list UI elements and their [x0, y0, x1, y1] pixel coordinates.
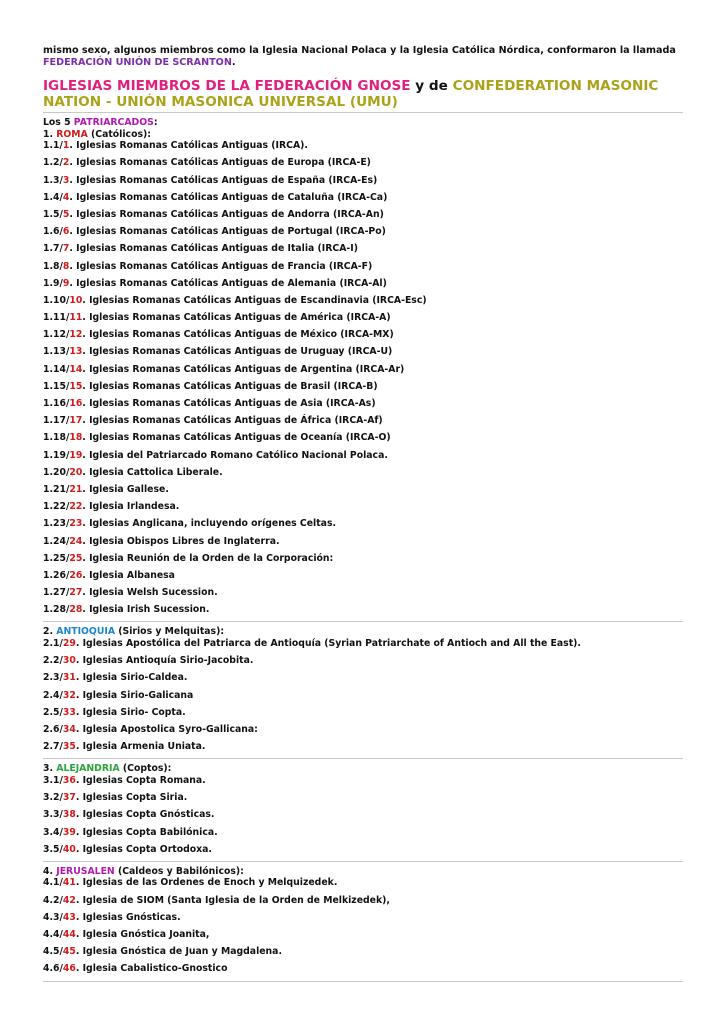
- item-global-number: 38: [62, 809, 76, 821]
- intro-end: .: [231, 57, 236, 68]
- patriarcados-suffix: :: [153, 117, 158, 128]
- list-item: [43, 638, 683, 655]
- item-global-number: 15: [69, 380, 83, 392]
- list-item: [43, 553, 683, 570]
- list-item: [43, 484, 683, 501]
- item-index: 1.28/: [43, 604, 70, 616]
- item-text: . Iglesia Albanesa: [82, 569, 175, 581]
- item-text: . Iglesias Romanas Católicas Antiguas (IRCA).: [69, 140, 308, 152]
- item-text: . Iglesias Copta Romana.: [75, 774, 206, 786]
- item-index: 1.27/: [43, 587, 70, 599]
- item-index: 1.7/: [43, 243, 63, 255]
- item-index: 4.2/: [43, 894, 63, 906]
- list-item: [43, 278, 683, 295]
- item-text: . Iglesias Romanas Católicas Antiguas de Portugal (IRCA-Po): [69, 226, 386, 238]
- item-global-number: 44: [62, 929, 76, 941]
- item-global-number: 7: [62, 243, 70, 255]
- list-item: [43, 741, 683, 758]
- item-global-number: 37: [62, 792, 76, 804]
- item-text: . Iglesias Romanas Católicas Antiguas de Oceanía (IRCA-O): [82, 432, 391, 444]
- item-global-number: 43: [62, 911, 76, 923]
- item-index: 1.1/: [43, 140, 63, 152]
- item-text: . Iglesias Romanas Católicas Antiguas de Alemania (IRCA-Al): [69, 277, 387, 289]
- item-text: . Iglesias Romanas Católicas Antiguas de Brasil (IRCA-B): [82, 380, 378, 392]
- title-part-connector: y de: [410, 78, 453, 94]
- item-index: 1.4/: [43, 191, 63, 203]
- item-index: 2.6/: [43, 723, 63, 735]
- item-text: . Iglesias Romanas Católicas Antiguas de Escandinavia (IRCA-Esc): [82, 294, 427, 306]
- section-description: (Caldeos y Babilónicos):: [114, 865, 244, 877]
- section-heading: [43, 622, 683, 638]
- item-text: . Iglesia Sirio- Copta.: [75, 706, 186, 718]
- list-item: [43, 809, 683, 826]
- list-item: [43, 398, 683, 415]
- item-global-number: 31: [62, 672, 76, 684]
- item-text: . Iglesias Romanas Católicas Antiguas de Cataluña (IRCA-Ca): [69, 191, 388, 203]
- item-global-number: 34: [62, 723, 76, 735]
- item-index: 3.2/: [43, 792, 63, 804]
- item-text: . Iglesias Romanas Católicas Antiguas de África (IRCA-Af): [82, 415, 383, 427]
- item-global-number: 13: [69, 346, 83, 358]
- item-index: 2.2/: [43, 655, 63, 667]
- item-index: 4.6/: [43, 963, 63, 975]
- item-global-number: 46: [62, 963, 76, 975]
- item-index: 4.3/: [43, 911, 63, 923]
- document-page: [43, 45, 683, 982]
- section-description: (Coptos):: [119, 763, 172, 775]
- item-text: . Iglesias Copta Gnósticas.: [75, 809, 215, 821]
- item-index: 1.19/: [43, 449, 70, 461]
- item-global-number: 5: [62, 208, 70, 220]
- item-text: . Iglesia Gnóstica Joanita,: [75, 929, 210, 941]
- item-global-number: 35: [62, 741, 76, 753]
- item-index: 1.12/: [43, 329, 70, 341]
- item-index: 1.23/: [43, 518, 70, 530]
- item-index: 2.4/: [43, 689, 63, 701]
- item-index: 3.4/: [43, 826, 63, 838]
- list-item: [43, 295, 683, 312]
- intro-paragraph: [43, 45, 683, 69]
- section-name: ANTIOQUIA: [56, 626, 116, 638]
- item-global-number: 3: [62, 174, 70, 186]
- patriarcados-list: [43, 129, 683, 982]
- item-global-number: 25: [69, 552, 83, 564]
- item-index: 1.14/: [43, 363, 70, 375]
- section-name: ALEJANDRIA: [56, 763, 120, 775]
- list-item: [43, 690, 683, 707]
- list-item: [43, 604, 683, 621]
- item-global-number: 2: [62, 157, 70, 169]
- item-index: 1.3/: [43, 174, 63, 186]
- item-global-number: 32: [62, 689, 76, 701]
- list-item: [43, 312, 683, 329]
- item-global-number: 4: [62, 191, 70, 203]
- list-item: [43, 963, 683, 980]
- item-text: . Iglesia del Patriarcado Romano Católico Nacional Polaca.: [82, 449, 388, 461]
- list-item: [43, 655, 683, 672]
- item-global-number: 27: [69, 587, 83, 599]
- item-text: . Iglesias Copta Siria.: [75, 792, 188, 804]
- item-global-number: 42: [62, 894, 76, 906]
- item-index: 1.9/: [43, 277, 63, 289]
- item-text: . Iglesias Gnósticas.: [75, 911, 181, 923]
- section-heading: [43, 129, 683, 141]
- list-item: [43, 381, 683, 398]
- section-heading: [43, 862, 683, 878]
- section-number: 3.: [43, 763, 57, 775]
- item-index: 3.5/: [43, 843, 63, 855]
- item-index: 4.1/: [43, 877, 63, 889]
- item-global-number: 21: [69, 483, 83, 495]
- item-global-number: 40: [62, 843, 76, 855]
- list-item: [43, 536, 683, 553]
- item-global-number: 20: [69, 466, 83, 478]
- list-item: [43, 518, 683, 535]
- item-text: . Iglesia Irlandesa.: [82, 501, 180, 513]
- item-text: . Iglesia Obispos Libres de Inglaterra.: [82, 535, 280, 547]
- item-index: 3.1/: [43, 774, 63, 786]
- item-text: . Iglesias Romanas Católicas Antiguas de Uruguay (IRCA-U): [82, 346, 393, 358]
- item-text: . Iglesia Gallese.: [82, 483, 169, 495]
- list-item: [43, 157, 683, 174]
- item-global-number: 12: [69, 329, 83, 341]
- list-item: [43, 877, 683, 894]
- item-global-number: 9: [62, 277, 70, 289]
- item-index: 1.6/: [43, 226, 63, 238]
- item-index: 1.10/: [43, 294, 70, 306]
- item-index: 2.3/: [43, 672, 63, 684]
- item-text: . Iglesia Irish Sucession.: [82, 604, 210, 616]
- item-text: . Iglesias de las Ordenes de Enoch y Melquizedek.: [75, 877, 338, 889]
- item-index: 1.22/: [43, 501, 70, 513]
- section-number: 2.: [43, 626, 57, 638]
- title-part-federation: IGLESIAS MIEMBROS DE LA FEDERACIÓN GNOSE: [43, 78, 411, 94]
- item-text: . Iglesias Romanas Católicas Antiguas de Europa (IRCA-E): [69, 157, 371, 169]
- list-item: [43, 724, 683, 741]
- item-index: 1.8/: [43, 260, 63, 272]
- item-text: . Iglesia de SIOM (Santa Iglesia de la Orden de Melkizedek),: [75, 894, 390, 906]
- item-text: . Iglesias Romanas Católicas Antiguas de Italia (IRCA-I): [69, 243, 358, 255]
- item-index: 2.1/: [43, 638, 63, 650]
- item-global-number: 11: [69, 312, 83, 324]
- item-index: 1.5/: [43, 208, 63, 220]
- item-global-number: 36: [62, 774, 76, 786]
- item-global-number: 10: [69, 294, 83, 306]
- item-text: . Iglesia Welsh Sucession.: [82, 587, 218, 599]
- document-title: [43, 78, 683, 110]
- item-global-number: 19: [69, 449, 83, 461]
- item-index: 3.3/: [43, 809, 63, 821]
- item-index: 2.7/: [43, 741, 63, 753]
- item-global-number: 14: [69, 363, 83, 375]
- list-item: [43, 346, 683, 363]
- list-item: [43, 432, 683, 449]
- section-heading: [43, 759, 683, 775]
- list-item: [43, 450, 683, 467]
- item-text: . Iglesia Apostolica Syro-Gallicana:: [75, 723, 258, 735]
- item-text: . Iglesia Sirio-Galicana: [75, 689, 194, 701]
- item-text: . Iglesias Copta Babilónica.: [75, 826, 218, 838]
- item-index: 2.5/: [43, 706, 63, 718]
- title-part-confederation: CONFEDERATION MASONIC NATION - UNIÓN MASONICA UNIVERSAL (UMU): [43, 78, 659, 110]
- item-index: 1.2/: [43, 157, 63, 169]
- list-item: [43, 946, 683, 963]
- patriarcados-prefix: Los 5: [43, 117, 74, 128]
- section-name: JERUSALEN: [56, 865, 115, 877]
- item-text: . Iglesias Romanas Católicas Antiguas de Argentina (IRCA-Ar): [82, 363, 405, 375]
- item-global-number: 33: [62, 706, 76, 718]
- item-global-number: 28: [69, 604, 83, 616]
- item-text: . Iglesia Sirio-Caldea.: [75, 672, 188, 684]
- item-index: 1.20/: [43, 466, 70, 478]
- list-item: [43, 226, 683, 243]
- item-text: . Iglesias Romanas Católicas Antiguas de Asia (IRCA-As): [82, 398, 376, 409]
- list-item: [43, 895, 683, 912]
- item-index: 1.24/: [43, 535, 70, 547]
- item-index: 1.18/: [43, 432, 70, 444]
- list-item: [43, 415, 683, 432]
- item-global-number: 1: [62, 140, 70, 152]
- list-item: [43, 672, 683, 689]
- item-global-number: 16: [69, 398, 83, 409]
- item-global-number: 8: [62, 260, 70, 272]
- list-item: [43, 467, 683, 484]
- list-item: [43, 827, 683, 844]
- list-item: [43, 570, 683, 587]
- list-item: [43, 329, 683, 346]
- item-index: 1.15/: [43, 380, 70, 392]
- item-global-number: 6: [62, 226, 70, 238]
- item-text: . Iglesias Anglicana, incluyendo orígenes Celtas.: [82, 518, 337, 530]
- list-item: [43, 707, 683, 724]
- item-index: 1.21/: [43, 483, 70, 495]
- item-global-number: 26: [69, 569, 83, 581]
- list-item: [43, 844, 683, 861]
- item-text: . Iglesia Armenia Uniata.: [75, 741, 206, 753]
- intro-text: mismo sexo, algunos miembros como la Iglesia Nacional Polaca y la Iglesia Católica Nórdica, conformaron la llamada: [43, 45, 676, 56]
- list-item: [43, 140, 683, 157]
- item-index: 1.25/: [43, 552, 70, 564]
- end-divider: [43, 981, 683, 982]
- item-text: . Iglesia Reunión de la Orden de la Corporación:: [82, 552, 334, 564]
- list-item: [43, 912, 683, 929]
- section-number: 1.: [43, 128, 57, 140]
- item-index: 4.4/: [43, 929, 63, 941]
- item-global-number: 22: [69, 501, 83, 513]
- section-description: (Católicos):: [87, 128, 151, 140]
- item-text: . Iglesias Romanas Católicas Antiguas de América (IRCA-A): [82, 312, 391, 324]
- item-text: . Iglesias Romanas Católicas Antiguas de Andorra (IRCA-An): [69, 208, 384, 220]
- list-item: [43, 192, 683, 209]
- patriarcados-label: PATRIARCADOS: [73, 117, 154, 128]
- list-item: [43, 261, 683, 278]
- item-text: . Iglesia Cattolica Liberale.: [82, 466, 223, 478]
- intro-highlight: FEDERACIÓN UNIÓN DE SCRANTON: [43, 57, 232, 68]
- item-global-number: 41: [62, 877, 76, 889]
- item-global-number: 45: [62, 946, 76, 958]
- item-global-number: 18: [69, 432, 83, 444]
- list-item: [43, 587, 683, 604]
- list-item: [43, 775, 683, 792]
- list-item: [43, 243, 683, 260]
- item-text: . Iglesias Apostólica del Patriarca de Antioquía (Syrian Patriarchate of Antioch and All the East).: [75, 638, 581, 650]
- item-index: 4.5/: [43, 946, 63, 958]
- item-global-number: 29: [62, 638, 76, 650]
- list-item: [43, 792, 683, 809]
- list-item: [43, 929, 683, 946]
- item-text: . Iglesias Romanas Católicas Antiguas de México (IRCA-MX): [82, 329, 394, 341]
- item-text: . Iglesias Romanas Católicas Antiguas de Francia (IRCA-F): [69, 260, 373, 272]
- list-item: [43, 501, 683, 518]
- item-text: . Iglesias Copta Ortodoxa.: [75, 843, 212, 855]
- item-index: 1.16/: [43, 398, 70, 409]
- item-global-number: 17: [69, 415, 83, 427]
- item-text: . Iglesia Gnóstica de Juan y Magdalena.: [75, 946, 282, 958]
- item-global-number: 24: [69, 535, 83, 547]
- item-index: 1.17/: [43, 415, 70, 427]
- item-text: . Iglesia Cabalistico-Gnostico: [75, 963, 228, 975]
- item-index: 1.26/: [43, 569, 70, 581]
- item-index: 1.13/: [43, 346, 70, 358]
- list-item: [43, 364, 683, 381]
- item-global-number: 30: [62, 655, 76, 667]
- section-number: 4.: [43, 865, 57, 877]
- item-text: . Iglesias Antioquía Sirio-Jacobita.: [75, 655, 254, 667]
- item-index: 1.11/: [43, 312, 70, 324]
- item-global-number: 23: [69, 518, 83, 530]
- item-text: . Iglesias Romanas Católicas Antiguas de España (IRCA-Es): [69, 174, 378, 186]
- patriarcados-heading: [43, 113, 683, 129]
- section-name: ROMA: [56, 128, 88, 140]
- section-description: (Sirios y Melquitas):: [115, 626, 225, 638]
- list-item: [43, 175, 683, 192]
- item-global-number: 39: [62, 826, 76, 838]
- list-item: [43, 209, 683, 226]
